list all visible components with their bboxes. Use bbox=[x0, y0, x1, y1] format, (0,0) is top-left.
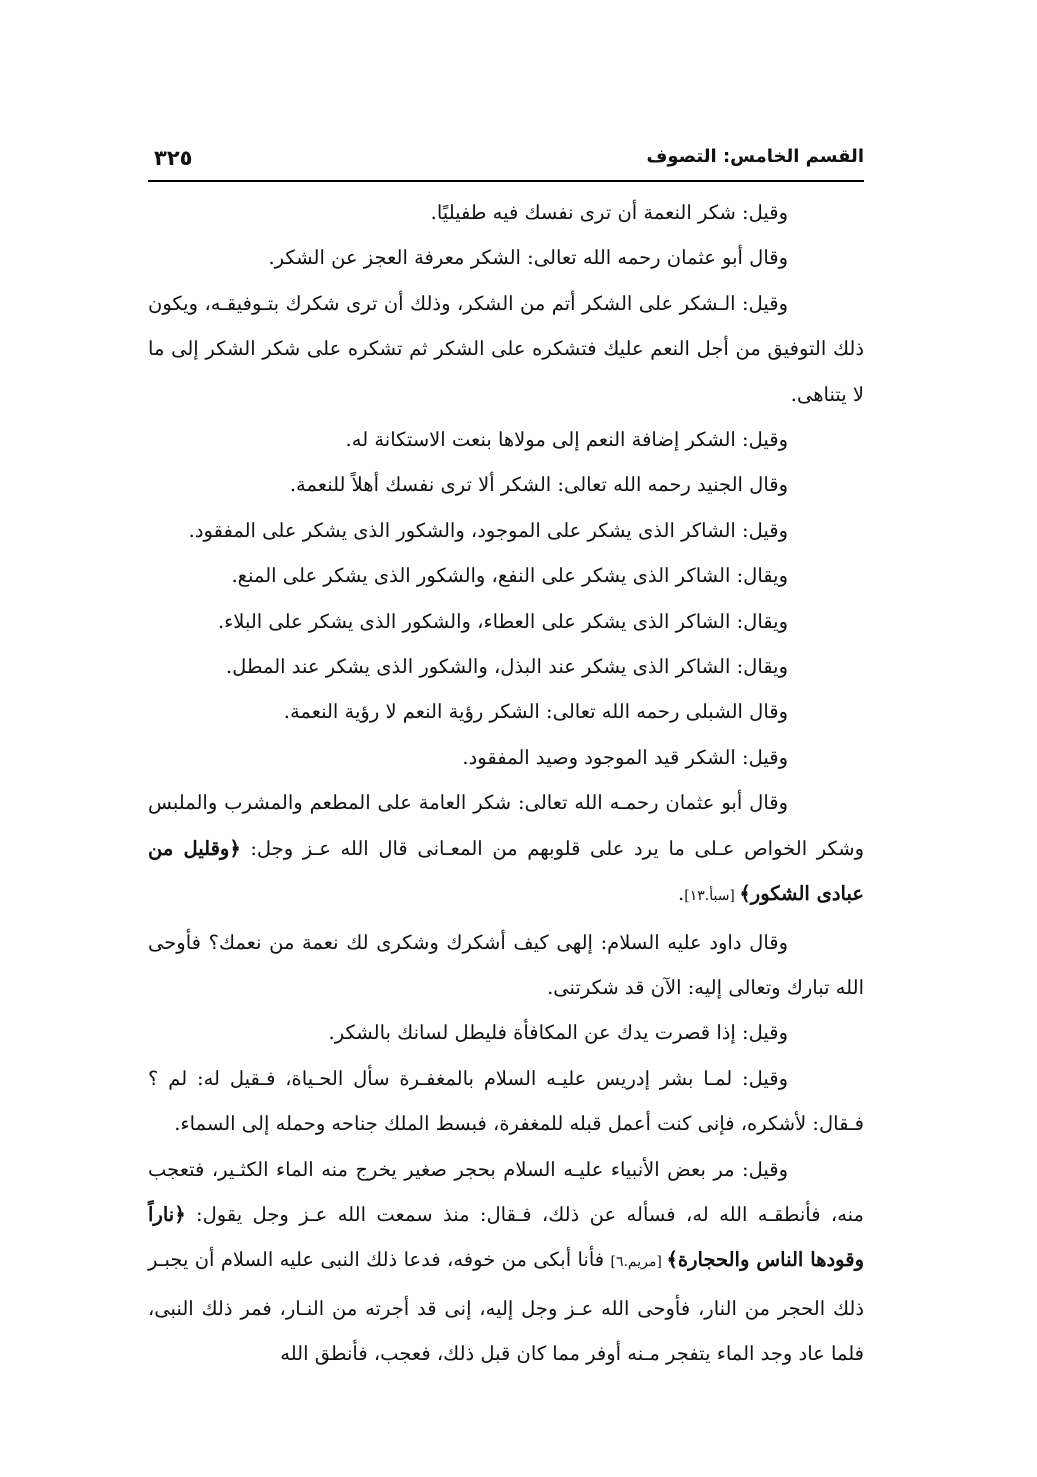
paragraph: وقيل: الـشكر على الشكر أتم من الشكر، وذلك أن ترى شكرك بتـوفيقـه، ويكون ذلك التوفيق من أجل النعم عليك فتشكره على الشكر ثم تشكره على شكر الشكر إلى ما لا يتناهى. bbox=[148, 291, 864, 406]
page-header bbox=[148, 142, 864, 182]
paragraph: وقيل: شكر النعمة أن ترى نفسك فيه طفيليًا. bbox=[430, 201, 788, 224]
paragraph: وقال داود عليه السلام: إلهى كيف أشكرك وشكرى لك نعمة من نعمك؟ فأوحى الله تبارك وتعالى إليه: الآن قد شكرتنى. bbox=[148, 930, 864, 999]
paragraph: ويقال: الشاكر الذى يشكر على العطاء، والشكور الذى يشكر على البلاء. bbox=[217, 609, 788, 633]
paragraph: وقيل: الشكر قيد الموجود وصيد المفقود. bbox=[462, 745, 788, 769]
paragraph bbox=[148, 780, 864, 919]
paragraph: وقال الجنيد رحمه الله تعالى: الشكر ألا ترى نفسك أهلاً للنعمة. bbox=[289, 473, 788, 497]
paragraph: وقيل: لمـا بشر إدريس عليـه السلام بالمغفـرة سأل الحـياة، فـقيل له: لم ؟ فـقال: لأشكره، فإنى كنت أعمل قبله للمغفرة، فبسط الملك جناحه وحمله إلى السماء. bbox=[148, 1066, 864, 1136]
quran-verse: ﴿وقليل من عبادى الشكور﴾ bbox=[148, 836, 864, 906]
page-number: ٣٢٥ bbox=[154, 146, 193, 170]
paragraph: ويقال: الشاكر الذى يشكر عند البذل، والشكور الذى يشكر عند المطل. bbox=[225, 655, 788, 679]
paragraph: وقيل: الشاكر الذى يشكر على الموجود، والشكور الذى يشكر على المفقود. bbox=[188, 518, 788, 542]
paragraph-text: . bbox=[678, 882, 685, 906]
paragraph bbox=[148, 1147, 864, 1377]
verse-reference: [مريم.٦] bbox=[610, 1254, 667, 1271]
paragraph: وقال الشبلى رحمه الله تعالى: الشكر رؤية النعم لا رؤية النعمة. bbox=[283, 700, 788, 724]
paragraph-text: وقيل: مر بعض الأنبياء عليـه السلام بحجر صغير يخرج منه الماء الكثـير، فتعجب منه، فأنطقـه الله له، فسأله عن ذلك، فـقال: منذ سمعت الله عـز وجل يقول: bbox=[148, 1157, 864, 1226]
quran-verse: ﴿ناراً وقودها الناس والحجارة﴾ bbox=[148, 1202, 864, 1272]
paragraph-text: وقال أبو عثمان رحمـه الله تعالى: شكر العامة على المطعم والمشرب والملبس وشكر الخواص عـلى ما يرد على قلوبهم من المعـانى قال الله عـز وجل: bbox=[148, 791, 864, 860]
paragraph: وقال أبو عثمان رحمه الله تعالى: الشكر معرفة العجز عن الشكر. bbox=[268, 246, 788, 270]
paragraph-text: فأنا أبكى من خوفه، فدعا ذلك النبى عليه السلام أن يجبـر ذلك الحجر من النار، فأوحى الله عـز وجل إليه، إنى قد أجرته من النـار، فمر ذلك النبى، فلما عاد وجد الماء يتفجر مـنه أوفر مما كان قبل ذلك، فعجب، فأنطق الله bbox=[148, 1248, 864, 1366]
page-body bbox=[148, 190, 864, 1377]
paragraph: وقيل: الشكر إضافة النعم إلى مولاها بنعت الاستكانة له. bbox=[345, 428, 788, 452]
verse-reference: [سبأ.١٣] bbox=[684, 888, 740, 905]
paragraph: وقيل: إذا قصرت يدك عن المكافأة فليطل لسانك بالشكر. bbox=[328, 1021, 788, 1045]
paragraph: ويقال: الشاكر الذى يشكر على النفع، والشكور الذى يشكر على المنع. bbox=[231, 564, 788, 588]
section-title: القسم الخامس: التصوف bbox=[646, 146, 864, 167]
